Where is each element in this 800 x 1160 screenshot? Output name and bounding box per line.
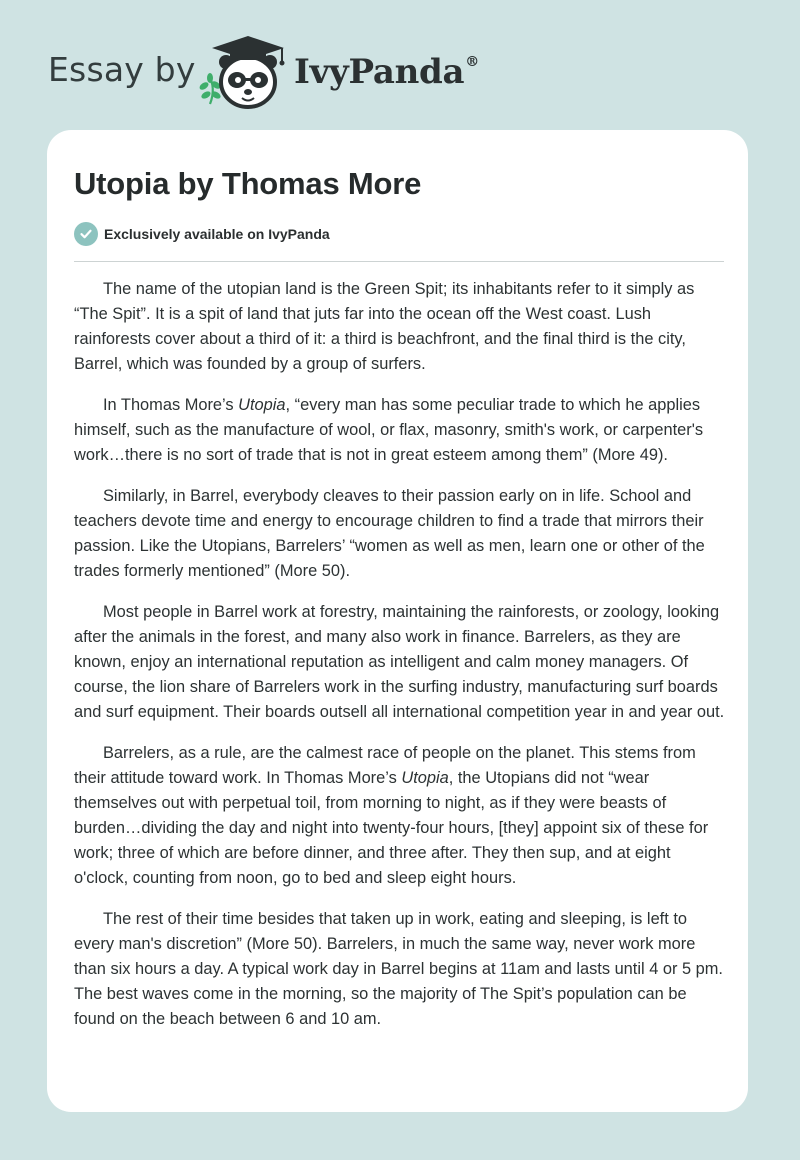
paragraph	[74, 277, 726, 377]
book-title-italic: Utopia	[238, 396, 286, 414]
essay-body	[74, 277, 726, 1048]
paragraph-text: Barrelers, as a rule, are the calmest race of people on the planet. This stems from their attitude toward work. In Thomas More’s	[74, 744, 696, 787]
paragraph-text: In Thomas More’s	[103, 396, 239, 414]
check-circle-icon	[74, 222, 98, 246]
paragraph-text: Similarly, in Barrel, everybody cleaves to their passion early on in life. School and teachers devote time and energy to encourage children to find a trade that mirrors their passion. Like the Utopians, Barrelers’ “women as well as men, learn one or other of the trades formerly mentioned” (More 50).	[74, 487, 705, 580]
essay-card	[47, 130, 748, 1112]
brand-name[interactable]	[294, 52, 479, 92]
page-title: Utopia by Thomas More	[74, 166, 422, 201]
paragraph	[74, 484, 726, 584]
paragraph-text: , “every man has some peculiar trade to which he applies himself, such as the manufacture of wool, or flax, masonry, smith's work, or carpenter's work…there is no sort of trade that is not in great esteem among them” (More 49).	[74, 396, 704, 464]
check-icon	[79, 227, 93, 241]
badge-label: Exclusively available on IvyPanda	[104, 226, 330, 242]
paragraph-text: Most people in Barrel work at forestry, maintaining the rainforests, or zoology, looking after the animals in the forest, and many also work in finance. Barrelers, as they are known, enjoy an international reputation as intelligent and calm money managers. Of course, the lion share of Barrelers work in the surfing industry, manufacturing surf boards and surf equipment. Their boards outsell all international competition year in and year out.	[74, 603, 725, 721]
book-title-italic: Utopia	[401, 769, 449, 787]
paragraph	[74, 907, 726, 1032]
brand-label: IvyPanda	[294, 52, 465, 92]
paragraph-text: , the Utopians did not “wear themselves out with perpetual toil, from morning to night, as if they were beasts of burden…dividing the day and night into twenty-four hours, [they] appoint six of these for work; three of which are before dinner, and three after. They then sup, and at eight o'clock, counting from noon, go to bed and sleep eight hours.	[74, 769, 709, 887]
exclusive-badge	[74, 221, 330, 247]
registered-mark: ®	[465, 54, 479, 70]
paragraph	[74, 393, 726, 468]
essay-by-label: Essay by	[48, 50, 196, 89]
paragraph-text: The rest of their time besides that taken up in work, eating and sleeping, is left to every man's discretion” (More 50). Barrelers, in much the same way, never work more than six hours a day. A typical work day in Barrel begins at 11am and lasts until 4 or 5 pm. The best waves come in the morning, so the majority of The Spit’s population can be found on the beach between 6 and 10 am.	[74, 910, 723, 1028]
paragraph	[74, 600, 726, 725]
panda-logo-icon[interactable]	[198, 32, 290, 112]
site-header	[0, 0, 800, 130]
divider	[74, 261, 724, 262]
paragraph	[74, 741, 726, 891]
leaf-icon	[198, 73, 222, 104]
paragraph-text: The name of the utopian land is the Green Spit; its inhabitants refer to it simply as “The Spit”. It is a spit of land that juts far into the ocean off the West coast. Lush rainforests cover about a third of it: a third is beachfront, and the final third is the city, Barrel, which was founded by a group of surfers.	[74, 280, 695, 373]
